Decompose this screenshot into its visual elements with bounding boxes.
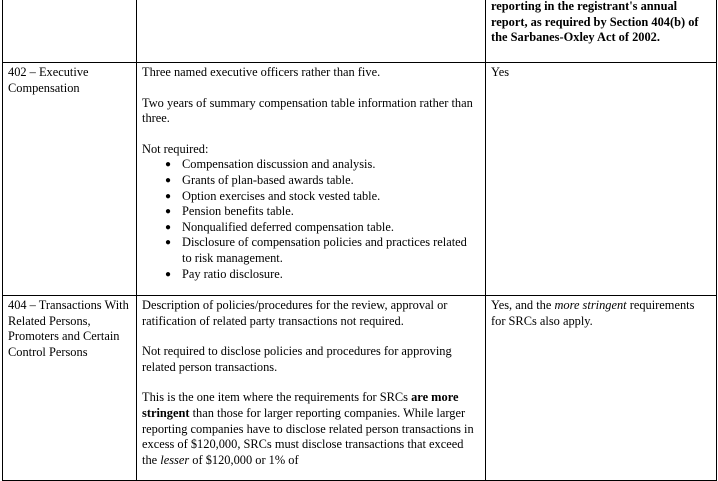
paragraph: Three named executive officers rather than five.: [142, 65, 381, 79]
bullet-icon: ●: [165, 174, 172, 186]
list-item: ● Compensation discussion and analysis.: [165, 157, 376, 172]
bullet-icon: ●: [165, 190, 172, 202]
item-cell: 404 – Transactions With Related Persons, Promoters and Certain Control Persons: [3, 296, 137, 481]
disclosure-table: [2, 0, 717, 481]
paragraph: Description of policies/procedures for the review, approval or ratification of related party transactions not required.: [142, 298, 448, 328]
list-item: ● Grants of plan-based awards table.: [165, 172, 354, 187]
paragraph: This is the one item where the requirements for SRCs are more stringent than those for larger reporting companies. While larger reporting companies have to disclose related person transactions in excess of $120,000, SRCs must disclose transactions that exceed the lesser of $120,000 or 1% of: [142, 390, 474, 467]
requirements-cell: [137, 296, 486, 481]
list-item: ● Disclosure of compensation policies and practices related to risk management.: [165, 235, 467, 265]
emphasis-bold: are more stringent: [142, 390, 459, 420]
emphasis-italic: more stringent: [554, 298, 627, 312]
bullet-icon: ●: [165, 159, 172, 171]
bullet-icon: ●: [165, 237, 172, 249]
paragraph: Two years of summary compensation table information rather than three.: [142, 95, 473, 126]
requirements-cell: [137, 63, 486, 296]
bullet-icon: ●: [165, 268, 172, 280]
not-required-label: Not required:: [142, 141, 209, 156]
bullet-icon: ●: [165, 221, 172, 233]
applicability-cell: Yes: [486, 63, 717, 296]
list-item: ● Pension benefits table.: [165, 204, 294, 219]
bullet-icon: ●: [165, 206, 172, 218]
table-row: [3, 296, 717, 481]
paragraph: Not required to disclose policies and procedures for approving related person transactions.: [142, 344, 452, 374]
applicability-cell: Yes, and the more stringent requirements for SRCs also apply.: [486, 296, 717, 481]
emphasis-italic: lesser: [160, 452, 190, 467]
list-item: ● Option exercises and stock vested table.: [165, 188, 381, 203]
table-cell-empty: [137, 0, 486, 63]
table-row: [3, 63, 717, 296]
table-row: [3, 0, 717, 63]
item-cell: 402 – Executive Compensation: [3, 63, 137, 296]
table-cell-empty: [3, 0, 137, 63]
list-item: ● Pay ratio disclosure.: [165, 266, 283, 281]
list-item: ● Nonqualified deferred compensation table.: [165, 219, 394, 234]
table-cell-applicability-continued: reporting in the registrant's annual report, as required by Section 404(b) of the Sarbanes-Oxley Act of 2002.: [486, 0, 717, 63]
not-required-list: [142, 157, 479, 282]
